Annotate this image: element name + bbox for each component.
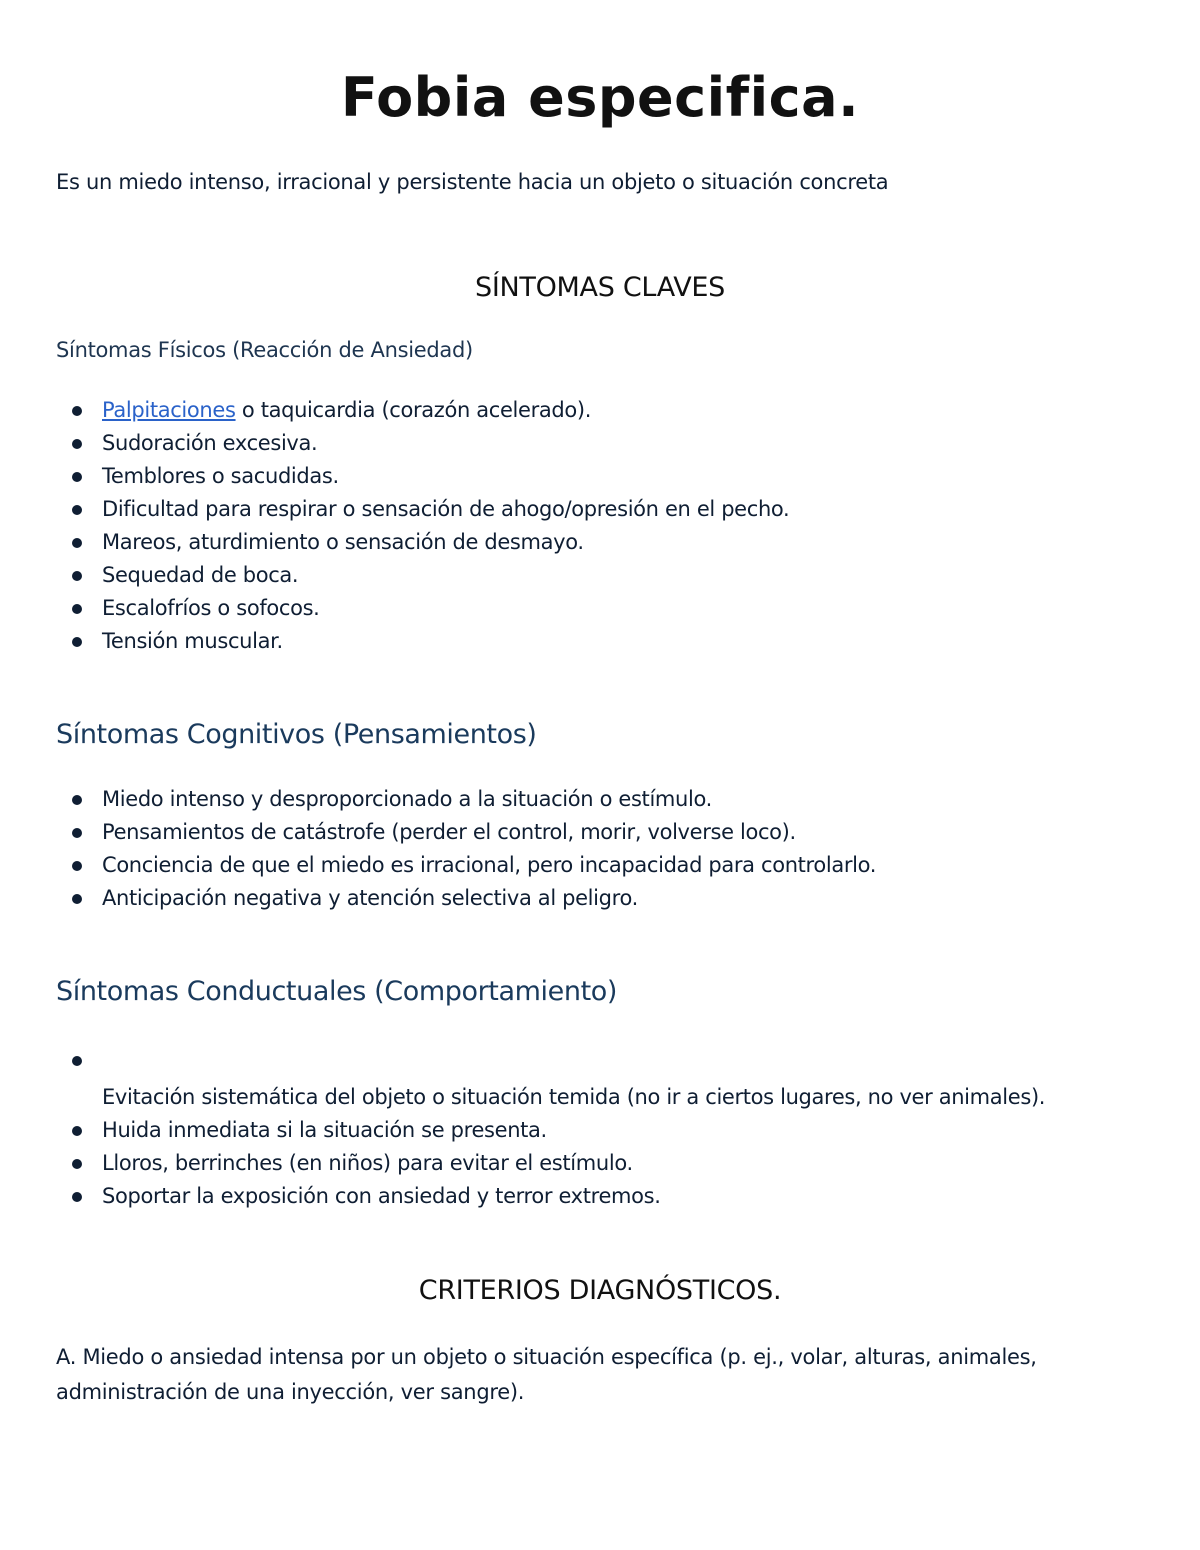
list-item <box>0 526 789 559</box>
list-item <box>0 493 789 526</box>
list-item <box>0 1180 661 1213</box>
list-item-text: Lloros, berrinches (en niños) para evitar el estímulo. <box>102 1151 633 1175</box>
list-item <box>0 394 789 427</box>
criterios-heading: CRITERIOS DIAGNÓSTICOS. <box>418 1275 782 1306</box>
list-item-text: Conciencia de que el miedo es irracional, pero incapacidad para controlarlo. <box>102 853 877 877</box>
bullet-icon <box>72 505 82 515</box>
list-item-text: Temblores o sacudidas. <box>102 464 339 488</box>
list-item-text: Sudoración excesiva. <box>102 431 318 455</box>
list-item <box>0 625 789 658</box>
bullet-icon <box>72 894 82 904</box>
palpitaciones-link[interactable]: Palpitaciones <box>102 398 236 422</box>
intro-paragraph: Es un miedo intenso, irracional y persistente hacia un objeto o situación concreta <box>56 170 889 194</box>
bullet-icon <box>72 637 82 647</box>
list-item <box>0 460 789 493</box>
list-item <box>0 882 876 915</box>
sintomas-fisicos-list <box>0 394 789 658</box>
criterio-a-paragraph: A. Miedo o ansiedad intensa por un objeto o situación específica (p. ej., volar, alturas, animales, administración de una inyección, ver sangre). <box>56 1345 1037 1404</box>
sintomas-cognitivos-heading: Síntomas Cognitivos (Pensamientos) <box>56 719 537 750</box>
list-item-text: o taquicardia (corazón acelerado). <box>235 398 592 422</box>
sintomas-fisicos-heading: Síntomas Físicos (Reacción de Ansiedad) <box>56 338 473 362</box>
list-item-text: Mareos, aturdimiento o sensación de desmayo. <box>102 530 584 554</box>
list-item-text: Tensión muscular. <box>102 629 283 653</box>
list-item-text: Evitación sistemática del objeto o situación temida (no ir a ciertos lugares, no ver animales). <box>102 1085 1046 1109</box>
list-item <box>0 1114 661 1147</box>
bullet-icon <box>72 828 82 838</box>
bullet-icon <box>72 1159 82 1169</box>
list-item-text: Pensamientos de catástrofe (perder el control, morir, volverse loco). <box>102 820 796 844</box>
list-item-text: Huida inmediata si la situación se presenta. <box>102 1118 547 1142</box>
bullet-icon <box>72 604 82 614</box>
list-item <box>0 559 789 592</box>
list-item <box>0 592 789 625</box>
bullet-icon <box>72 472 82 482</box>
bullet-icon <box>72 795 82 805</box>
page-title: Fobia especifica. <box>340 66 860 129</box>
list-item <box>0 1044 1046 1114</box>
bullet-icon <box>72 861 82 871</box>
list-item-text: Escalofríos o sofocos. <box>102 596 320 620</box>
list-item <box>0 427 789 460</box>
bullet-icon <box>72 406 82 416</box>
list-item <box>0 1147 661 1180</box>
list-item-text: Sequedad de boca. <box>102 563 299 587</box>
bullet-icon <box>72 439 82 449</box>
list-item <box>0 816 876 849</box>
bullet-icon <box>72 571 82 581</box>
bullet-icon <box>72 1126 82 1136</box>
bullet-icon <box>72 538 82 548</box>
list-item-text: Soportar la exposición con ansiedad y terror extremos. <box>102 1184 661 1208</box>
sintomas-conductuales-list <box>0 1044 1046 1213</box>
bullet-icon <box>72 1192 82 1202</box>
list-item-text: Anticipación negativa y atención selectiva al peligro. <box>102 886 638 910</box>
list-item-text: Miedo intenso y desproporcionado a la situación o estímulo. <box>102 787 712 811</box>
sintomas-claves-heading: SÍNTOMAS CLAVES <box>475 272 725 303</box>
sintomas-conductuales-heading: Síntomas Conductuales (Comportamiento) <box>56 976 618 1007</box>
list-item <box>0 849 876 882</box>
list-item-text: Dificultad para respirar o sensación de ahogo/opresión en el pecho. <box>102 497 790 521</box>
bullet-icon <box>72 1056 82 1066</box>
list-item <box>0 783 876 816</box>
sintomas-cognitivos-list <box>0 783 876 915</box>
